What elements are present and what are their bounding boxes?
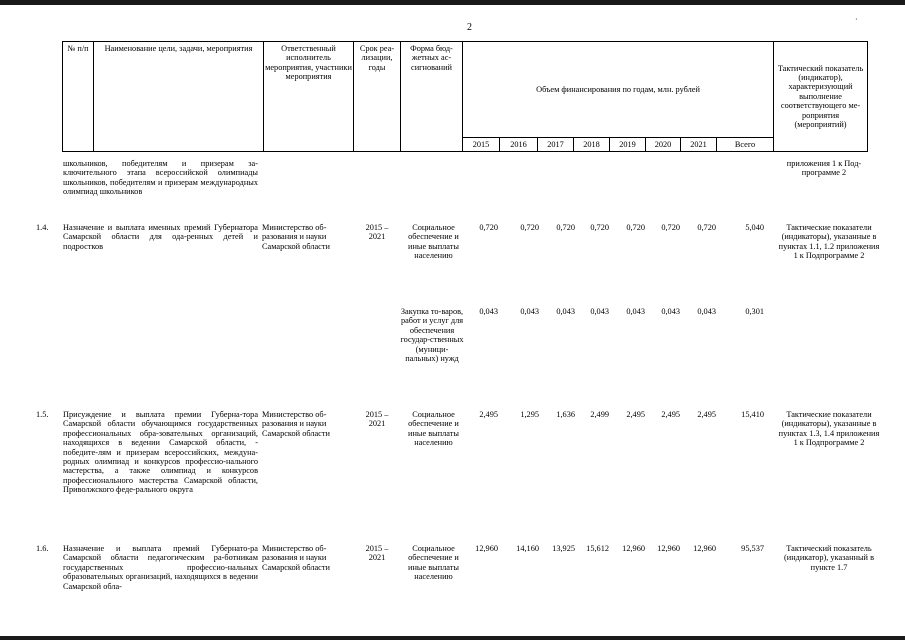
row-1-4-a-2016: 0,720 xyxy=(520,223,539,232)
row-1-5-2021: 2,495 xyxy=(697,410,716,419)
row-1-4-a-2015: 0,720 xyxy=(479,223,498,232)
row-1-4-b-2017: 0,043 xyxy=(556,307,575,316)
scan-top-border xyxy=(0,0,905,5)
row-1-4-b-2018: 0,043 xyxy=(590,307,609,316)
row-name-1-6: Назначение и выплата премий Губернато-ра Самарской области педагогическим ра-ботникам государственных профессио-нальных образовательных организаций, находящихся в ведении Самарской обла- xyxy=(63,544,258,591)
header-year-2017: 2017 xyxy=(538,138,574,152)
row-1-4-a-2017: 0,720 xyxy=(556,223,575,232)
row-num-1-5: 1.5. xyxy=(36,410,49,419)
table-header xyxy=(62,41,868,152)
row-1-5-2016: 1,295 xyxy=(520,410,539,419)
row-1-6-2021: 12,960 xyxy=(693,544,716,553)
header-total: Всего xyxy=(717,138,774,152)
header-year-2016: 2016 xyxy=(500,138,538,152)
row-1-6-2019: 12,960 xyxy=(622,544,645,553)
page-number: 2 xyxy=(467,22,472,33)
header-year-2018: 2018 xyxy=(574,138,610,152)
row-name-1-5: Присуждение и выплата премии Губерна-тора Самарской области обучающимся государственных профессиональных обра-зовательных организаций, находящихся в ведении Самарской области, - победите-лям и призерам всероссийских, междуна-родных олимпиад и конкурсов профессио-нального мастерства, а также олимпиад и конкурсов профессионального мастерства Самарской области, Приволжского феде-рального округа xyxy=(63,410,258,494)
header-year-2020: 2020 xyxy=(646,138,681,152)
scan-bottom-border xyxy=(0,636,905,640)
row-1-5-2020: 2,495 xyxy=(661,410,680,419)
row-1-4-b-2021: 0,043 xyxy=(697,307,716,316)
row-period-1-4: 2015 – 2021 xyxy=(365,223,389,242)
header-year-2021: 2021 xyxy=(681,138,717,152)
row-1-4-a-2020: 0,720 xyxy=(661,223,680,232)
row-num-1-4: 1.4. xyxy=(36,223,49,232)
row-1-5-2018: 2,499 xyxy=(590,410,609,419)
row-1-6-2017: 13,925 xyxy=(552,544,575,553)
row-1-4-b-2020: 0,043 xyxy=(661,307,680,316)
row-form-1-4-b: Закупка то-варов, работ и услуг для обеспечения государ-ственных (муници-пальных) нужд xyxy=(400,307,464,363)
continuation-name: школьников, победителям и призерам за-ключительного этапа всероссийской олимпиады школьников, победителям и призерам международных олимпиад школьников xyxy=(63,159,258,197)
row-period-1-6: 2015 – 2021 xyxy=(365,544,389,563)
row-1-4-a-2021: 0,720 xyxy=(697,223,716,232)
row-1-4-b-2016: 0,043 xyxy=(520,307,539,316)
row-indicator-1-5: Тактические показатели (индикаторы), указанные в пунктах 1.3, 1.4 приложения 1 к Подпрограмме 2 xyxy=(778,410,880,448)
row-1-6-total: 95,537 xyxy=(741,544,764,553)
row-form-1-6: Социальное обеспечение и иные выплаты населению xyxy=(408,544,459,582)
row-1-4-b-total: 0,301 xyxy=(745,307,764,316)
row-responsible-1-6: Министерство об-разования и науки Самарской области xyxy=(262,544,330,572)
row-form-1-5: Социальное обеспечение и иные выплаты населению xyxy=(408,410,459,448)
continuation-indicator: приложения 1 к Под-программе 2 xyxy=(786,159,862,178)
corner-mark: · xyxy=(855,15,858,24)
header-indicator: Тактический показатель (индикатор), характеризующий выполнение соответствующего ме-роприятия (мероприятий) xyxy=(774,42,868,152)
header-year-2019: 2019 xyxy=(610,138,646,152)
row-1-6-2015: 12,960 xyxy=(475,544,498,553)
row-num-1-6: 1.6. xyxy=(36,544,49,553)
row-1-5-2019: 2,495 xyxy=(626,410,645,419)
row-1-5-2017: 1,636 xyxy=(556,410,575,419)
header-name: Наименование цели, задачи, мероприятия xyxy=(94,42,264,152)
row-1-6-2020: 12,960 xyxy=(657,544,680,553)
row-form-1-4-a: Социальное обеспечение и иные выплаты населению xyxy=(408,223,459,261)
header-period: Срок реа-лизации, годы xyxy=(354,42,401,152)
header-num: № п/п xyxy=(63,42,94,152)
row-responsible-1-4: Министерство об-разования и науки Самарской области xyxy=(262,223,330,251)
row-responsible-1-5: Министерство об-разования и науки Самарской области xyxy=(262,410,330,438)
row-indicator-1-4: Тактические показатели (индикаторы), указанные в пунктах 1.1, 1.2 приложения 1 к Подпрограмме 2 xyxy=(778,223,880,261)
row-1-4-a-total: 5,040 xyxy=(745,223,764,232)
row-name-1-4: Назначение и выплата именных премий Губернатора Самарской области для ода-ренных детей и подростков xyxy=(63,223,258,251)
header-form: Форма бюд-жетных ас-сигнований xyxy=(401,42,463,152)
row-1-4-a-2018: 0,720 xyxy=(590,223,609,232)
row-1-5-total: 15,410 xyxy=(741,410,764,419)
row-1-4-b-2015: 0,043 xyxy=(479,307,498,316)
row-period-1-5: 2015 – 2021 xyxy=(365,410,389,429)
header-year-2015: 2015 xyxy=(463,138,500,152)
header-responsible: Ответственный исполнитель мероприятия, участники мероприятия xyxy=(264,42,354,152)
row-1-4-b-2019: 0,043 xyxy=(626,307,645,316)
row-1-6-2016: 14,160 xyxy=(516,544,539,553)
row-indicator-1-6: Тактический показатель (индикатор), указанный в пункте 1.7 xyxy=(784,544,874,572)
row-1-4-a-2019: 0,720 xyxy=(626,223,645,232)
row-1-6-2018: 15,612 xyxy=(586,544,609,553)
row-1-5-2015: 2,495 xyxy=(479,410,498,419)
header-volume: Объем финансирования по годам, млн. рублей xyxy=(463,42,774,138)
